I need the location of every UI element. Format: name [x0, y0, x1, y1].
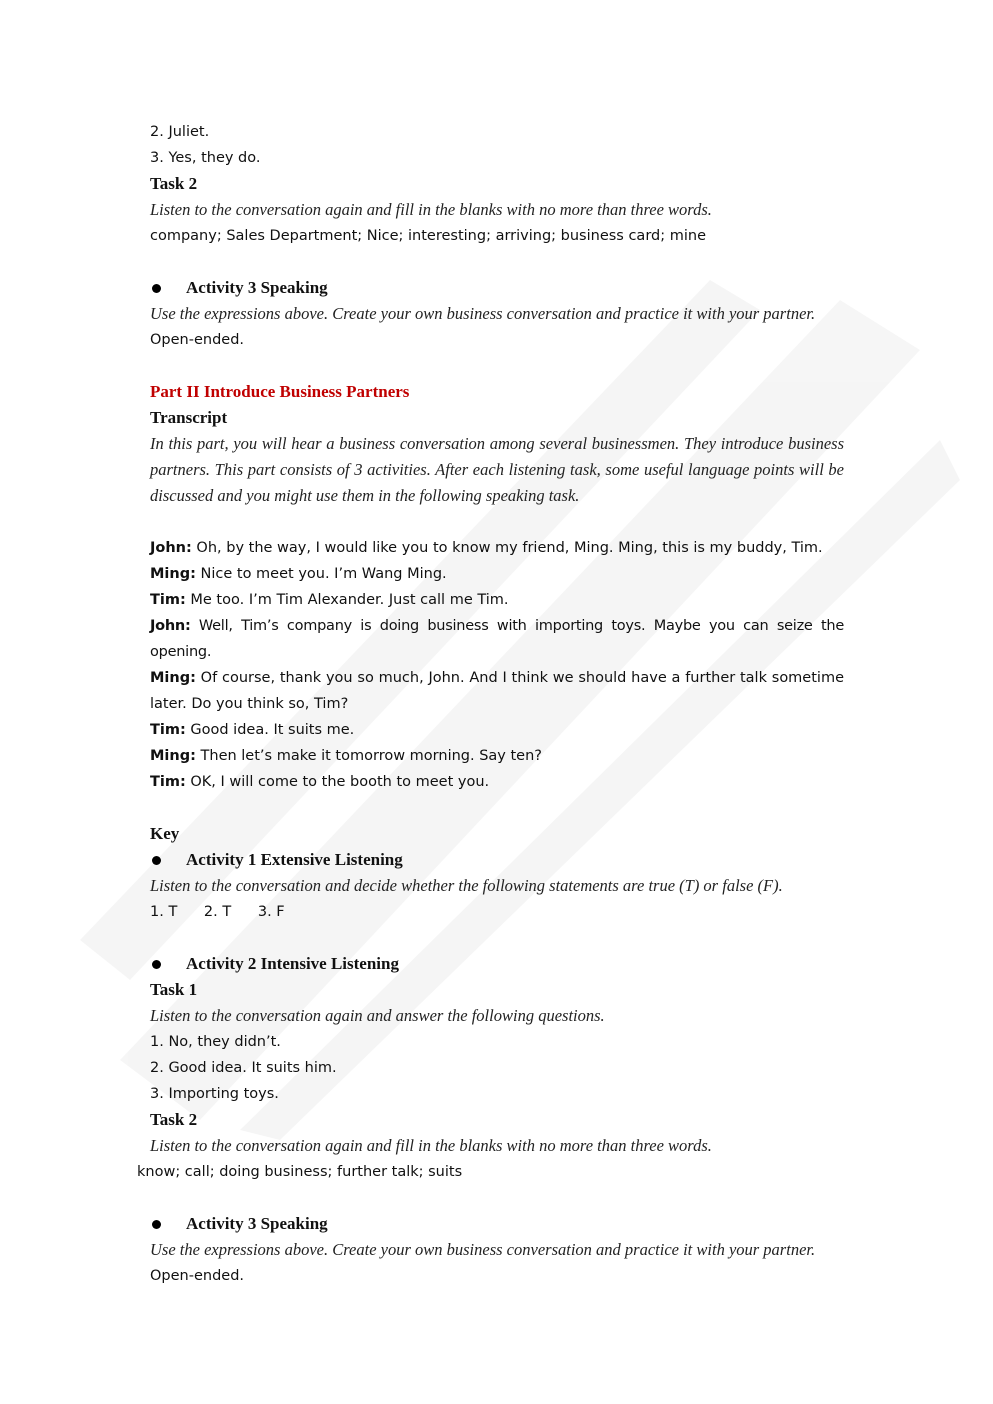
- bullet-icon: [152, 284, 161, 293]
- dialog-text: Well, Tim’s company is doing business with importing toys. Maybe you can seize the opening.: [150, 618, 844, 660]
- dialog-line: [150, 717, 844, 743]
- dialog-text: Good idea. It suits me.: [185, 722, 355, 738]
- activity-heading-label: Activity 2 Intensive Listening: [186, 954, 399, 973]
- dialog-line: [150, 743, 844, 769]
- document-body: [137, 119, 844, 1289]
- dialog-line: [150, 587, 844, 613]
- answer-line: 2. Juliet.: [150, 124, 210, 140]
- bullet-icon: [152, 960, 161, 969]
- speaker-name: Ming:: [150, 566, 196, 582]
- dialog-line: [150, 613, 844, 665]
- activity-heading: [150, 847, 844, 873]
- transcript-intro: In this part, you will hear a business conversation among several businessmen. They introduce business partners. This part consists of 3 activities. After each listening task, some useful language points will be discussed and you might use them in the following speaking task.: [150, 434, 844, 505]
- task-answer: company; Sales Department; Nice; interesting; arriving; business card; mine: [150, 228, 706, 244]
- transcript-heading: Transcript: [150, 408, 228, 427]
- task-heading: Task 2: [150, 1110, 198, 1129]
- speaker-name: Tim:: [150, 774, 186, 790]
- activity-answer: Open-ended.: [150, 332, 245, 348]
- dialog: [150, 535, 844, 795]
- answer-item: 2. T: [203, 904, 232, 920]
- activity-answer: Open-ended.: [150, 1268, 245, 1284]
- answer-line: 1. No, they didn’t.: [150, 1034, 281, 1050]
- answer-line: 3. Yes, they do.: [150, 150, 261, 166]
- activity-instruction: Use the expressions above. Create your own business conversation and practice it with your partner.: [150, 1240, 816, 1259]
- speaker-name: Tim:: [150, 592, 186, 608]
- task-instruction: Listen to the conversation again and fill in the blanks with no more than three words.: [150, 1136, 712, 1155]
- task-heading: Task 1: [150, 980, 198, 999]
- dialog-line: [150, 535, 844, 561]
- activity-heading: [150, 1211, 844, 1237]
- activity-heading: [150, 951, 844, 977]
- activity-heading: [150, 275, 844, 301]
- dialog-text: Oh, by the way, I would like you to know my friend, Ming. Ming, this is my buddy, Tim.: [191, 540, 823, 556]
- dialog-line: [150, 769, 844, 795]
- part-title: Part II Introduce Business Partners: [150, 382, 410, 401]
- speaker-name: John:: [150, 618, 191, 634]
- task-instruction: Listen to the conversation again and answer the following questions.: [150, 1006, 605, 1025]
- speaker-name: Tim:: [150, 722, 186, 738]
- activity-heading-label: Activity 1 Extensive Listening: [186, 850, 403, 869]
- bullet-icon: [152, 1220, 161, 1229]
- activity-heading-label: Activity 3 Speaking: [186, 278, 328, 297]
- answer-item: 1. T: [150, 904, 178, 920]
- dialog-line: [150, 561, 844, 587]
- dialog-text: Then let’s make it tomorrow morning. Say ten?: [195, 748, 542, 764]
- answer-line: 2. Good idea. It suits him.: [150, 1060, 337, 1076]
- task-heading: Task 2: [150, 174, 198, 193]
- key-heading: Key: [150, 824, 180, 843]
- activity-instruction: Listen to the conversation and decide whether the following statements are true (T) or false (F).: [150, 876, 783, 895]
- task-instruction: Listen to the conversation again and fill in the blanks with no more than three words.: [150, 200, 712, 219]
- activity-instruction: Use the expressions above. Create your own business conversation and practice it with your partner.: [150, 304, 816, 323]
- task-answer: know; call; doing business; further talk; suits: [137, 1164, 463, 1180]
- dialog-text: Nice to meet you. I’m Wang Ming.: [195, 566, 447, 582]
- bullet-icon: [152, 856, 161, 865]
- speaker-name: John:: [150, 540, 192, 556]
- dialog-line: [150, 665, 844, 717]
- dialog-text: Me too. I’m Tim Alexander. Just call me Tim.: [185, 592, 509, 608]
- answer-line: 3. Importing toys.: [150, 1086, 279, 1102]
- answer-item: 3. F: [257, 904, 285, 920]
- dialog-text: Of course, thank you so much, John. And I think we should have a further talk sometime later. Do you think so, Tim?: [150, 670, 844, 712]
- dialog-text: OK, I will come to the booth to meet you.: [185, 774, 490, 790]
- activity-answers: [150, 899, 844, 925]
- speaker-name: Ming:: [150, 748, 196, 764]
- activity-heading-label: Activity 3 Speaking: [186, 1214, 328, 1233]
- speaker-name: Ming:: [150, 670, 196, 686]
